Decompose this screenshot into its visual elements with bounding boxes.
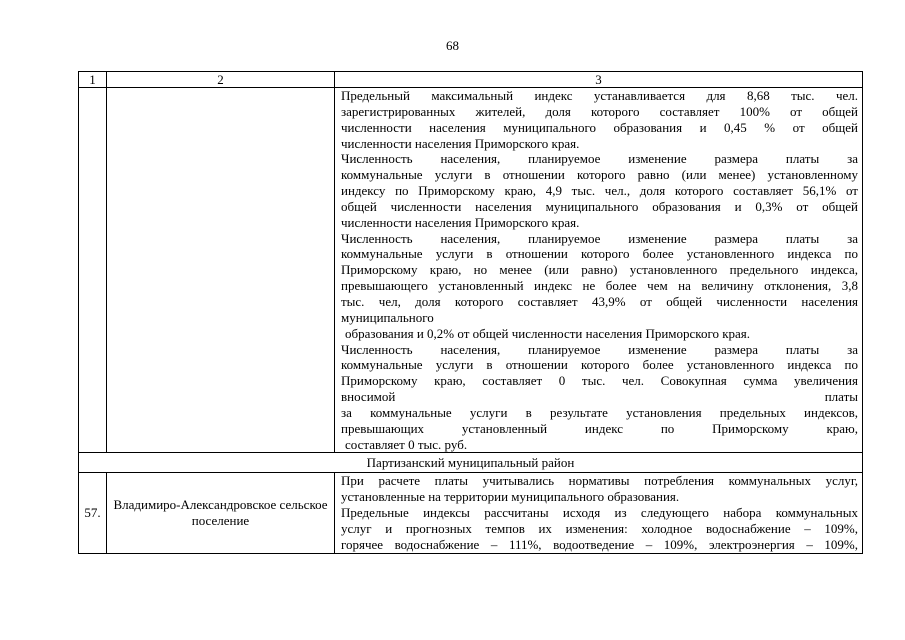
text-line: индексу по Приморскому краю, 4,9 тыс. чел., доля которого составляет 56,1% от (341, 183, 858, 199)
text-line: Численность населения, планируемое изменение размера платы за (341, 341, 858, 357)
paragraph-3 (341, 231, 858, 342)
section-title: Партизанский муниципальный район (79, 453, 863, 473)
text-line: превышающих установленный индекс по Приморскому краю, (341, 420, 858, 436)
text-line: коммунальные услуги в отношении которого более установленного индекса по (341, 357, 858, 373)
paragraph-2 (341, 151, 858, 230)
row2-text-cell (335, 473, 863, 554)
text-line: численности населения Приморского края. (341, 135, 580, 151)
text-line: коммунальные услуги в отношении которого более установленного индекса по (341, 246, 858, 262)
text-line: зарегистрированных жителей, доля которого составляет 100% от общей (341, 103, 858, 119)
text-line: установленные на территории муниципального образования. (341, 489, 680, 505)
text-line: коммунальные услуги в отношении которого равно (или менее) установленному (341, 167, 858, 183)
text-line: При расчете платы учитывались нормативы потребления коммунальных услуг, (341, 473, 858, 489)
text-line: превышающего установленный индекс не более чем на величину отклонения, 3,8 (341, 278, 858, 294)
text-line: Приморскому краю, составляет 0 тыс. чел. Совокупная сумма увеличения (341, 373, 858, 389)
text-line: численности населения Приморского края. (341, 214, 580, 230)
header-col-1: 1 (79, 72, 107, 88)
row1-text-cell (335, 88, 863, 453)
text-line: составляет 0 тыс. руб. (345, 436, 468, 452)
text-line: Предельный максимальный индекс устанавливается для 8,68 тыс. чел. (341, 88, 858, 103)
text-line: Численность населения, планируемое изменение размера платы за (341, 230, 858, 246)
paragraph-4 (341, 342, 858, 453)
text-line: общей численности населения муниципального образования и 0,3% от общей (341, 198, 858, 214)
page-number: 68 (446, 38, 459, 53)
header-col-3: 3 (335, 72, 863, 88)
table-row (79, 473, 863, 554)
text-line: тыс. чел, доля которого составляет 43,9% от общей численности населения (341, 293, 858, 309)
header-col-2: 2 (107, 72, 335, 88)
section-row (79, 453, 863, 473)
text-line: услуг и прогнозных темпов их изменения: холодное водоснабжение – 109%, (341, 521, 858, 537)
text-line: Численность населения, планируемое изменение размера платы за (341, 151, 858, 167)
text-line: за коммунальные услуги в результате установления предельных индексов, (341, 404, 858, 420)
header-row (79, 72, 863, 88)
row1-number-cell (79, 88, 107, 453)
text-line: вносимой платы (341, 389, 858, 405)
row1-name-cell (107, 88, 335, 453)
text-line: горячее водоснабжение – 111%, водоотведение – 109%, электроэнергия – 109%, (341, 537, 858, 553)
text-line: Предельные индексы рассчитаны исходя из следующего набора коммунальных (341, 505, 858, 521)
text-line: образования и 0,2% от общей численности населения Приморского края. (345, 325, 751, 341)
paragraph-1 (341, 88, 858, 151)
document-table (78, 71, 863, 554)
text-line: муниципального (341, 309, 434, 325)
table-row (79, 88, 863, 453)
municipality-name: Владимиро-Александровское сельское поселение (107, 473, 335, 554)
row-number: 57. (79, 473, 107, 554)
text-line: Приморскому краю, но менее (или равно) установленного предельного индекса, (341, 262, 858, 278)
text-line: численности населения муниципального образования и 0,45 % от общей (341, 119, 858, 135)
